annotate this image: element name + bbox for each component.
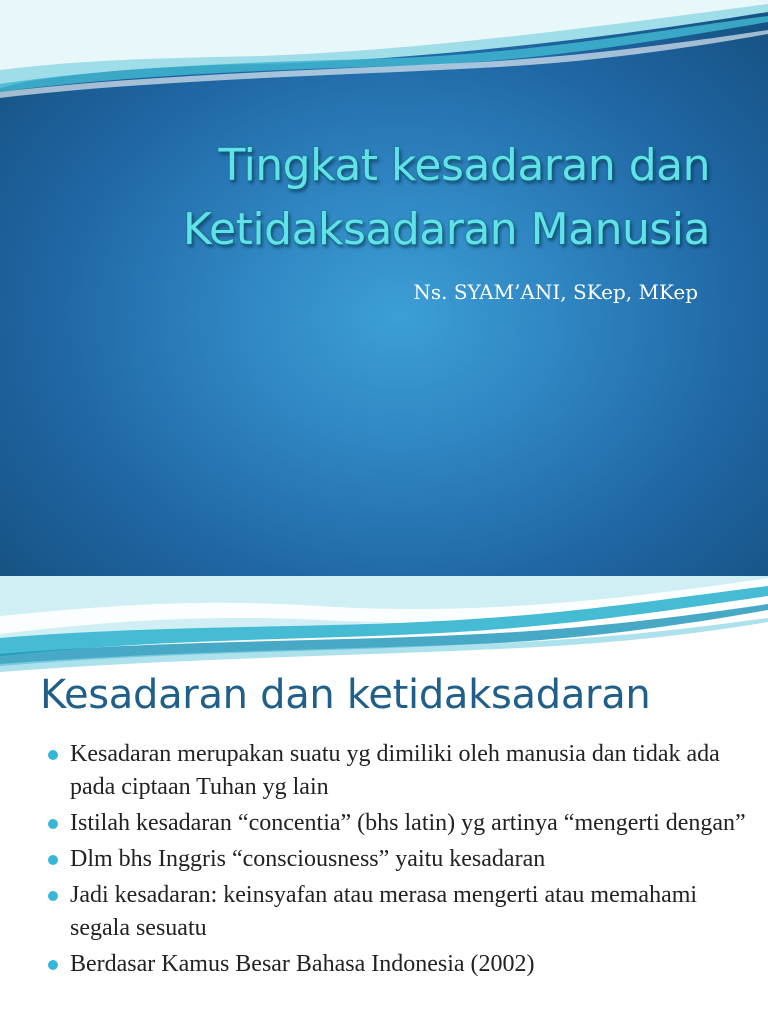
bullet-item xyxy=(46,807,746,840)
bullet-text: Kesadaran merupakan suatu yg dimiliki oleh manusia dan tidak ada pada ciptaan Tuhan yg lain xyxy=(70,741,720,800)
bullet-item xyxy=(46,843,746,876)
bullet-item xyxy=(46,948,746,981)
wave-decoration-top xyxy=(0,576,768,672)
bullet-item xyxy=(46,738,746,804)
slide-subtitle-author: Ns. SYAM’ANI, SKep, MKep xyxy=(413,280,698,304)
bullet-text: Dlm bhs Inggris “consciousness” yaitu kesadaran xyxy=(70,846,546,872)
bullet-text: Berdasar Kamus Besar Bahasa Indonesia (2002) xyxy=(70,951,535,977)
bullet-dot-icon xyxy=(48,855,58,865)
bullet-dot-icon xyxy=(48,891,58,901)
bullet-text: Jadi kesadaran: keinsyafan atau merasa mengerti atau memahami segala sesuatu xyxy=(70,882,698,941)
slide-title-line-2: Ketidaksadaran Manusia xyxy=(182,204,710,255)
content-title: Kesadaran dan ketidaksadaran xyxy=(40,672,651,718)
bullet-dot-icon xyxy=(48,960,58,970)
wave-decoration-top xyxy=(0,0,768,100)
bullet-dot-icon xyxy=(48,750,58,760)
slide-title-line-1: Tingkat kesadaran dan xyxy=(218,140,710,191)
content-slide xyxy=(0,576,768,1024)
bullet-item xyxy=(46,879,746,945)
bullet-dot-icon xyxy=(48,819,58,829)
bullet-text: Istilah kesadaran “concentia” (bhs latin) yg artinya “mengerti dengan” xyxy=(70,810,746,836)
slide-title xyxy=(60,134,710,262)
bullet-list xyxy=(46,738,746,984)
